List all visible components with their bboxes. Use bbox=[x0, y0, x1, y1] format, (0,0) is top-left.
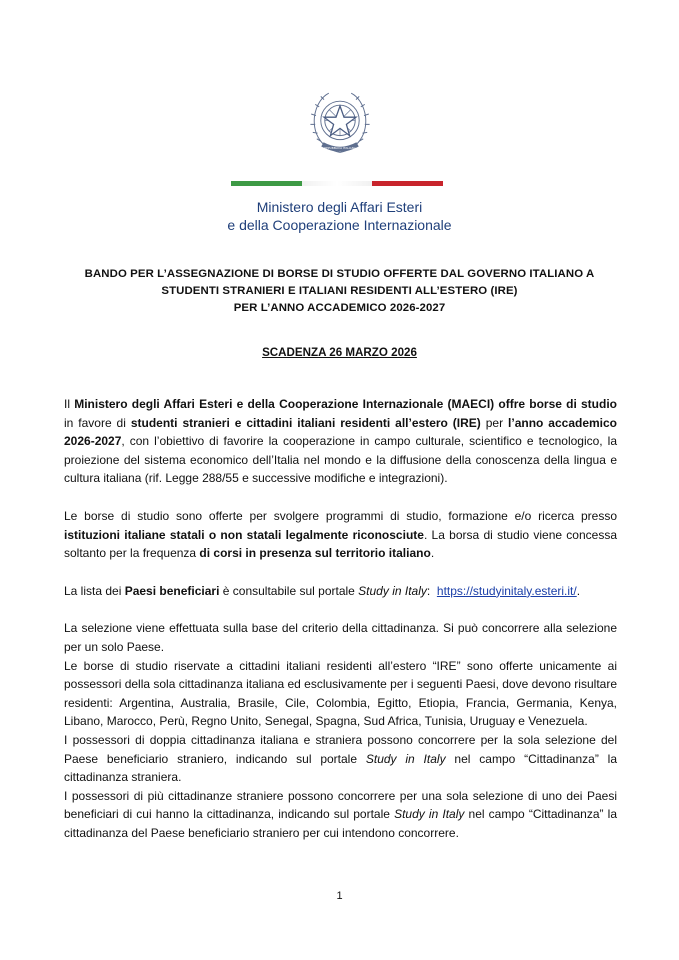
text-span: : bbox=[426, 583, 437, 598]
bold-text: l’anno accademico 2026-2027 bbox=[64, 415, 618, 449]
flag-white-stripe bbox=[302, 181, 373, 186]
italian-emblem-icon bbox=[300, 82, 380, 162]
flag-green-stripe bbox=[231, 181, 302, 186]
bold-text: istituzioni italiane statali o non statali legalmente riconosciute bbox=[64, 527, 424, 542]
bold-text: Ministero degli Affari Esteri e della Cooperazione Internazionale (MAECI) offre borse di studio bbox=[74, 397, 617, 411]
text-span: in favore di bbox=[64, 415, 131, 430]
text-span: Il bbox=[64, 397, 75, 411]
text-span: , con l’obiettivo di favorire la cooperazione in campo culturale, scientifico e tecnologico, la proiezione del sistema economico dell’Italia nel mondo e la diffusione della conoscenza della lingua e cultura italiana (rif. Legge 288/55 e successive modifiche e integrazioni). bbox=[64, 434, 617, 486]
text-span: I possessori di più cittadinanze straniere possono concorrere per una sola selezione di uno dei Paesi beneficiari di cui hanno la cittadinanza, indicando sul portale bbox=[64, 788, 617, 822]
italic-text: Study in Italy bbox=[365, 751, 446, 766]
page-number: 1 bbox=[336, 890, 343, 902]
text-span: è consultabile sul portale bbox=[219, 583, 359, 598]
study-in-italy-link[interactable]: https://studyinitaly.esteri.it/ bbox=[436, 583, 577, 598]
paragraph-dual-citizenship bbox=[64, 731, 617, 787]
bold-text: di corsi in presenza sul territorio italiano bbox=[199, 546, 431, 561]
flag-red-stripe bbox=[372, 181, 443, 186]
paragraph-institutions bbox=[64, 507, 617, 563]
deadline-heading: SCADENZA 26 MARZO 2026 bbox=[262, 346, 417, 359]
text-span: I possessori di doppia cittadinanza italiana e straniera possono concorrere per la sola selezione del Paese beneficiario straniero, indicando sul portale bbox=[64, 732, 617, 766]
document-title bbox=[60, 266, 619, 317]
paragraph-ire: Le borse di studio riservate a cittadini italiani residenti all’estero “IRE” sono offerte unicamente ai possessori della sola cittadinanza italiana ed esclusivamente per i seguenti Paesi, dove devono risultare residenti: Argentina, Australia, Brasile, Cile, Colombia, Egitto, Etiopia, Francia, Germania, Kenya, Libano, Marocco, Perù, Regno Unito, Senegal, Spagna, Sud Africa, Tunisia, Uruguay e Venezuela. bbox=[64, 658, 617, 729]
title-line-3: PER L’ANNO ACCADEMICO 2026-2027 bbox=[233, 302, 446, 314]
paragraph-multiple-citizenship bbox=[64, 787, 617, 843]
title-line-2: STUDENTI STRANIERI E ITALIANI RESIDENTI ALL’ESTERO (IRE) bbox=[161, 285, 518, 297]
text-span: per bbox=[480, 415, 509, 430]
title-line-1: BANDO PER L’ASSEGNAZIONE DI BORSE DI STUDIO OFFERTE DAL GOVERNO ITALIANO A bbox=[84, 268, 595, 280]
text-span: . bbox=[430, 546, 435, 561]
text-span: . bbox=[576, 583, 581, 598]
ministry-name bbox=[0, 198, 679, 234]
paragraph-countries-list bbox=[64, 582, 617, 601]
bold-text: studenti stranieri e cittadini italiani residenti all’estero (IRE) bbox=[130, 415, 481, 430]
text-span: . La borsa di studio viene concessa soltanto per la frequenza bbox=[64, 527, 618, 561]
ministry-line-1: Ministero degli Affari Esteri bbox=[256, 199, 423, 215]
italic-text: Study in Italy bbox=[358, 583, 427, 598]
document-body bbox=[64, 395, 617, 842]
text-span: nel campo “Cittadinanza” la cittadinanza del Paese beneficiario straniero per cui intendono concorrere. bbox=[64, 807, 617, 840]
ministry-line-2: e della Cooperazione Internazionale bbox=[227, 217, 452, 233]
paragraph-intro bbox=[64, 395, 617, 488]
italian-flag-bar bbox=[231, 181, 443, 186]
text-span: La lista dei bbox=[64, 583, 125, 598]
italic-text: Study in Italy bbox=[394, 807, 465, 822]
paragraph-selection: La selezione viene effettuata sulla base del criterio della cittadinanza. Si può concorrere alla selezione per un solo Paese. bbox=[64, 621, 617, 654]
text-span: Le borse di studio sono offerte per svolgere programmi di studio, formazione e/o ricerca presso bbox=[64, 508, 617, 523]
bold-text: Paesi beneficiari bbox=[124, 583, 220, 598]
text-span: nel campo “Cittadinanza” la cittadinanza straniera. bbox=[64, 751, 618, 785]
emblem-ring-text: REPUBBLICA ITALIANA bbox=[324, 146, 356, 151]
